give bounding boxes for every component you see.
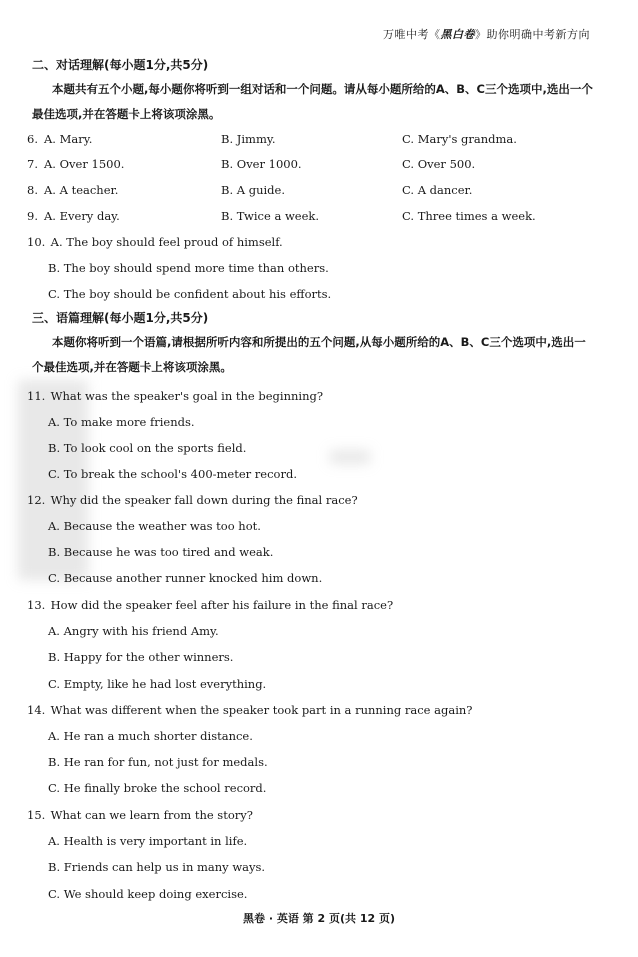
option-b: B. Twice a week. bbox=[221, 209, 320, 223]
option-c: C. We should keep doing exercise. bbox=[48, 887, 248, 901]
option-a: A. Over 1500. bbox=[44, 157, 125, 171]
option-c: C. Empty, like he had lost everything. bbox=[48, 677, 267, 691]
header-brand: 黑白卷 bbox=[440, 28, 475, 41]
page-footer: 黑卷 · 英语 第 2 页(共 12 页) bbox=[242, 912, 395, 925]
question-14 bbox=[27, 701, 472, 719]
question-number: 6. bbox=[27, 132, 38, 146]
option-c: C. Because another runner knocked him down. bbox=[48, 571, 323, 585]
option-a: A. The boy should feel proud of himself. bbox=[50, 235, 283, 249]
option-b: B. Friends can help us in many ways. bbox=[48, 860, 266, 874]
option-a: A. To make more friends. bbox=[48, 415, 195, 429]
section-3-title: 三、语篇理解(每小题1分,共5分) bbox=[32, 311, 209, 325]
question-text: What was different when the speaker took part in a running race again? bbox=[50, 703, 473, 717]
question-number: 7. bbox=[27, 157, 38, 171]
scan-smudge bbox=[330, 450, 370, 464]
option-a: A. Health is very important in life. bbox=[48, 834, 248, 848]
option-b: B. Over 1000. bbox=[221, 157, 302, 171]
option-a: A. He ran a much shorter distance. bbox=[48, 729, 253, 743]
question-row bbox=[27, 181, 607, 199]
option-b: B. Happy for the other winners. bbox=[48, 650, 234, 664]
header-suffix: 》助你明确中考新方向 bbox=[475, 28, 590, 41]
option-c: C. He finally broke the school record. bbox=[48, 781, 267, 795]
option-a: A. Because the weather was too hot. bbox=[48, 519, 261, 533]
option-a: A. Every day. bbox=[44, 209, 120, 223]
option-c: C. A dancer. bbox=[402, 183, 473, 197]
option-b: B. He ran for fun, not just for medals. bbox=[48, 755, 268, 769]
option-b: B. To look cool on the sports field. bbox=[48, 441, 247, 455]
question-number: 12. bbox=[27, 493, 46, 507]
option-b: B. A guide. bbox=[221, 183, 285, 197]
question-number: 9. bbox=[27, 209, 38, 223]
question-number: 13. bbox=[27, 598, 46, 612]
question-text: Why did the speaker fall down during the final race? bbox=[50, 493, 358, 507]
question-11 bbox=[27, 387, 323, 405]
question-number: 10. bbox=[27, 235, 46, 249]
question-row bbox=[27, 130, 607, 148]
question-12 bbox=[27, 491, 358, 509]
option-c: C. Mary's grandma. bbox=[402, 132, 517, 146]
option-a: A. A teacher. bbox=[44, 183, 119, 197]
option-c: C. The boy should be confident about his efforts. bbox=[48, 287, 332, 301]
question-number: 15. bbox=[27, 808, 46, 822]
question-13 bbox=[27, 596, 393, 614]
question-row bbox=[27, 207, 607, 225]
question-10 bbox=[27, 233, 283, 251]
section-3-instruction: 本题你将听到一个语篇,请根据所听内容和所提出的五个问题,从每小题所给的A、B、C三个选项中,选出一个最佳选项,并在答题卡上将该项涂黑。 bbox=[32, 335, 586, 374]
option-c: C. Three times a week. bbox=[402, 209, 536, 223]
question-15 bbox=[27, 806, 253, 824]
option-c: C. Over 500. bbox=[402, 157, 476, 171]
option-c: C. To break the school's 400-meter record. bbox=[48, 467, 297, 481]
section-2-title: 二、对话理解(每小题1分,共5分) bbox=[32, 58, 209, 72]
question-number: 14. bbox=[27, 703, 46, 717]
question-number: 8. bbox=[27, 183, 38, 197]
option-a: A. Angry with his friend Amy. bbox=[48, 624, 219, 638]
header-prefix: 万唯中考《 bbox=[383, 28, 441, 41]
question-text: What can we learn from the story? bbox=[50, 808, 253, 822]
question-row bbox=[27, 155, 607, 173]
option-b: B. Because he was too tired and weak. bbox=[48, 545, 274, 559]
question-text: What was the speaker's goal in the beginning? bbox=[50, 389, 324, 403]
question-number: 11. bbox=[27, 389, 46, 403]
question-text: How did the speaker feel after his failure in the final race? bbox=[50, 598, 394, 612]
option-b: B. Jimmy. bbox=[221, 132, 276, 146]
page-header bbox=[383, 26, 590, 42]
option-b: B. The boy should spend more time than others. bbox=[48, 261, 329, 275]
option-a: A. Mary. bbox=[44, 132, 93, 146]
section-2-instruction: 本题共有五个小题,每小题你将听到一组对话和一个问题。请从每小题所给的A、B、C三个选项中,选出一个最佳选项,并在答题卡上将该项涂黑。 bbox=[32, 82, 593, 121]
